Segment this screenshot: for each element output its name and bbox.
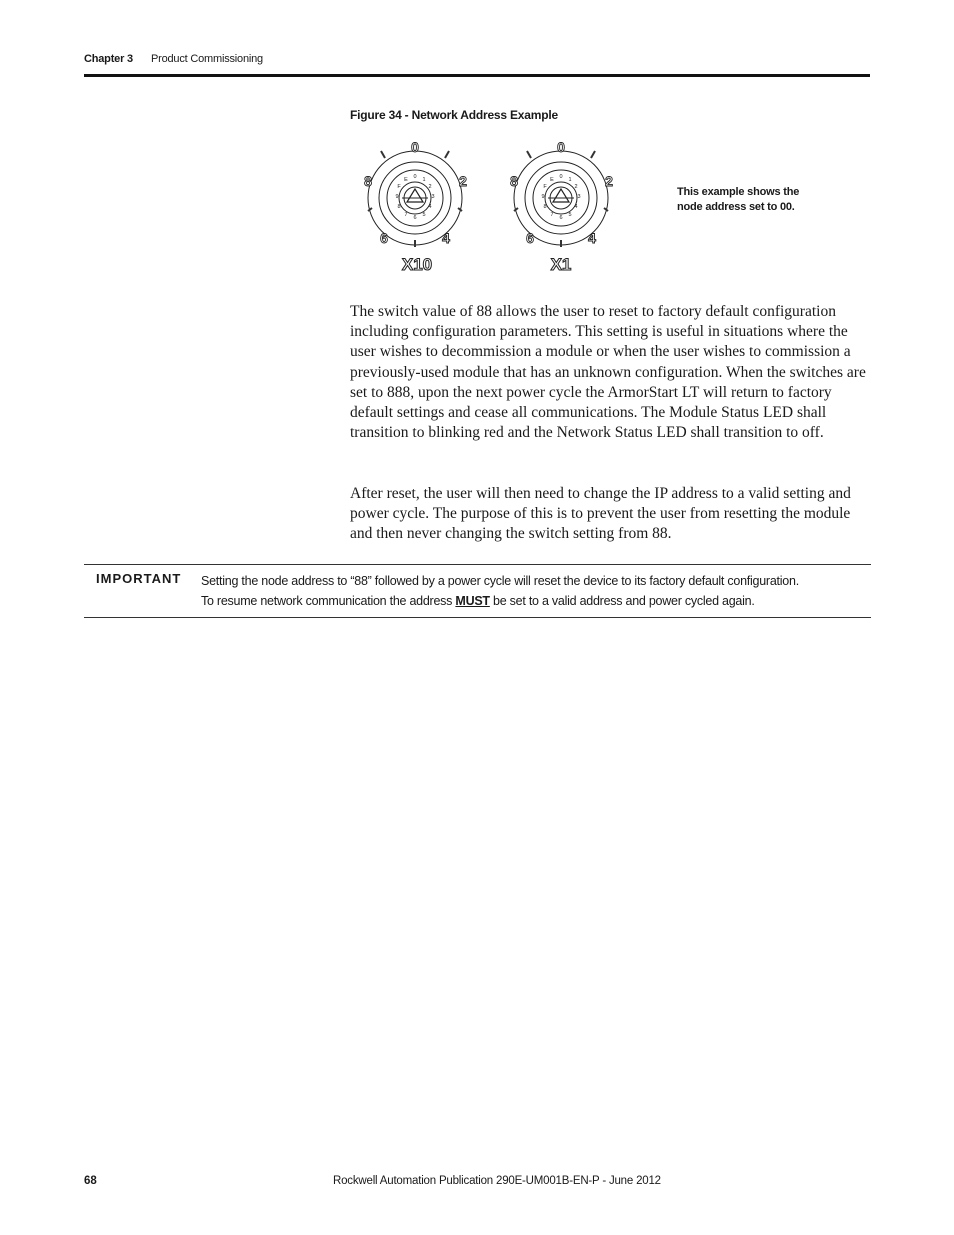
rotary-switch-x10-icon [350,136,480,276]
svg-text:0: 0 [413,174,417,180]
important-line-1: Setting the node address to “88” followed by a power cycle will reset the device to its factory default configuration. [201,574,799,588]
figure-note-line1: This example shows the [677,186,800,198]
rotary-switch-x1 [496,136,626,276]
svg-text:6: 6 [413,215,417,221]
svg-text:0: 0 [411,139,419,155]
figure-note-line2: node address set to 00. [677,201,795,213]
svg-text:1: 1 [422,177,426,183]
svg-text:1: 1 [568,177,572,183]
important-emphasis: MUST [455,594,490,608]
svg-text:8: 8 [510,173,518,189]
svg-text:2: 2 [428,184,432,190]
important-line-2-end: be set to a valid address and power cycled again. [489,594,755,608]
body-paragraph-1: The switch value of 88 allows the user to reset to factory default configuration including configuration parameters. This setting is useful in situations where the user wishes to decommission a module or when the user wishes to commission a previously-used module that has an unknown configuration. When the switches are set to 888, upon the next power cycle the ArmorStart LT will return to factory default settings and cease all communications. The Module Status LED shall transition to blinking red and the Network Status LED shall transition to off. [350,303,866,442]
header-rule [84,74,870,77]
svg-text:8: 8 [397,204,401,210]
svg-text:0: 0 [557,139,565,155]
svg-text:9: 9 [541,194,545,200]
figure-caption: Figure 34 - Network Address Example [350,108,558,122]
figure-note [677,185,817,215]
publication-info: Rockwell Automation Publication 290E-UM001B-EN-P - June 2012 [333,1175,661,1187]
body-paragraph-2: After reset, the user will then need to change the IP address to a valid setting and power cycle. The purpose of this is to prevent the user from resetting the module and then never changing the switch setting from 88. [350,485,851,543]
svg-text:0: 0 [559,174,563,180]
important-line-2-start: To resume network communication the address [201,594,456,608]
svg-text:2: 2 [605,173,613,189]
chapter-label: Chapter 3 [84,53,133,65]
svg-text:4: 4 [442,230,450,246]
important-label: IMPORTANT [96,571,182,586]
svg-text:4: 4 [588,230,596,246]
svg-text:5: 5 [568,212,572,218]
important-bottom-rule [84,617,871,618]
svg-text:6: 6 [380,230,388,246]
important-top-rule [84,564,871,565]
svg-text:3: 3 [577,194,581,200]
dial-x10-label: X10 [401,255,433,274]
svg-text:4: 4 [428,204,432,210]
svg-text:7: 7 [550,212,554,218]
page-number: 68 [84,1175,97,1187]
svg-text:8: 8 [364,173,372,189]
svg-text:9: 9 [395,194,399,200]
svg-text:F: F [543,184,547,190]
important-text [201,571,861,611]
svg-text:2: 2 [459,173,467,189]
section-title: Product Commissioning [151,53,263,65]
svg-text:4: 4 [574,204,578,210]
svg-text:7: 7 [404,212,408,218]
dial-x1-label: X1 [550,255,572,274]
svg-text:5: 5 [422,212,426,218]
svg-text:2: 2 [574,184,578,190]
svg-text:E: E [404,177,408,183]
rotary-switch-x10 [350,136,480,276]
svg-text:3: 3 [431,194,435,200]
svg-text:6: 6 [526,230,534,246]
svg-text:E: E [550,177,554,183]
svg-text:8: 8 [543,204,547,210]
svg-text:6: 6 [559,215,563,221]
important-line-2 [201,591,861,611]
svg-text:F: F [397,184,401,190]
rotary-switch-x1-icon [496,136,626,276]
